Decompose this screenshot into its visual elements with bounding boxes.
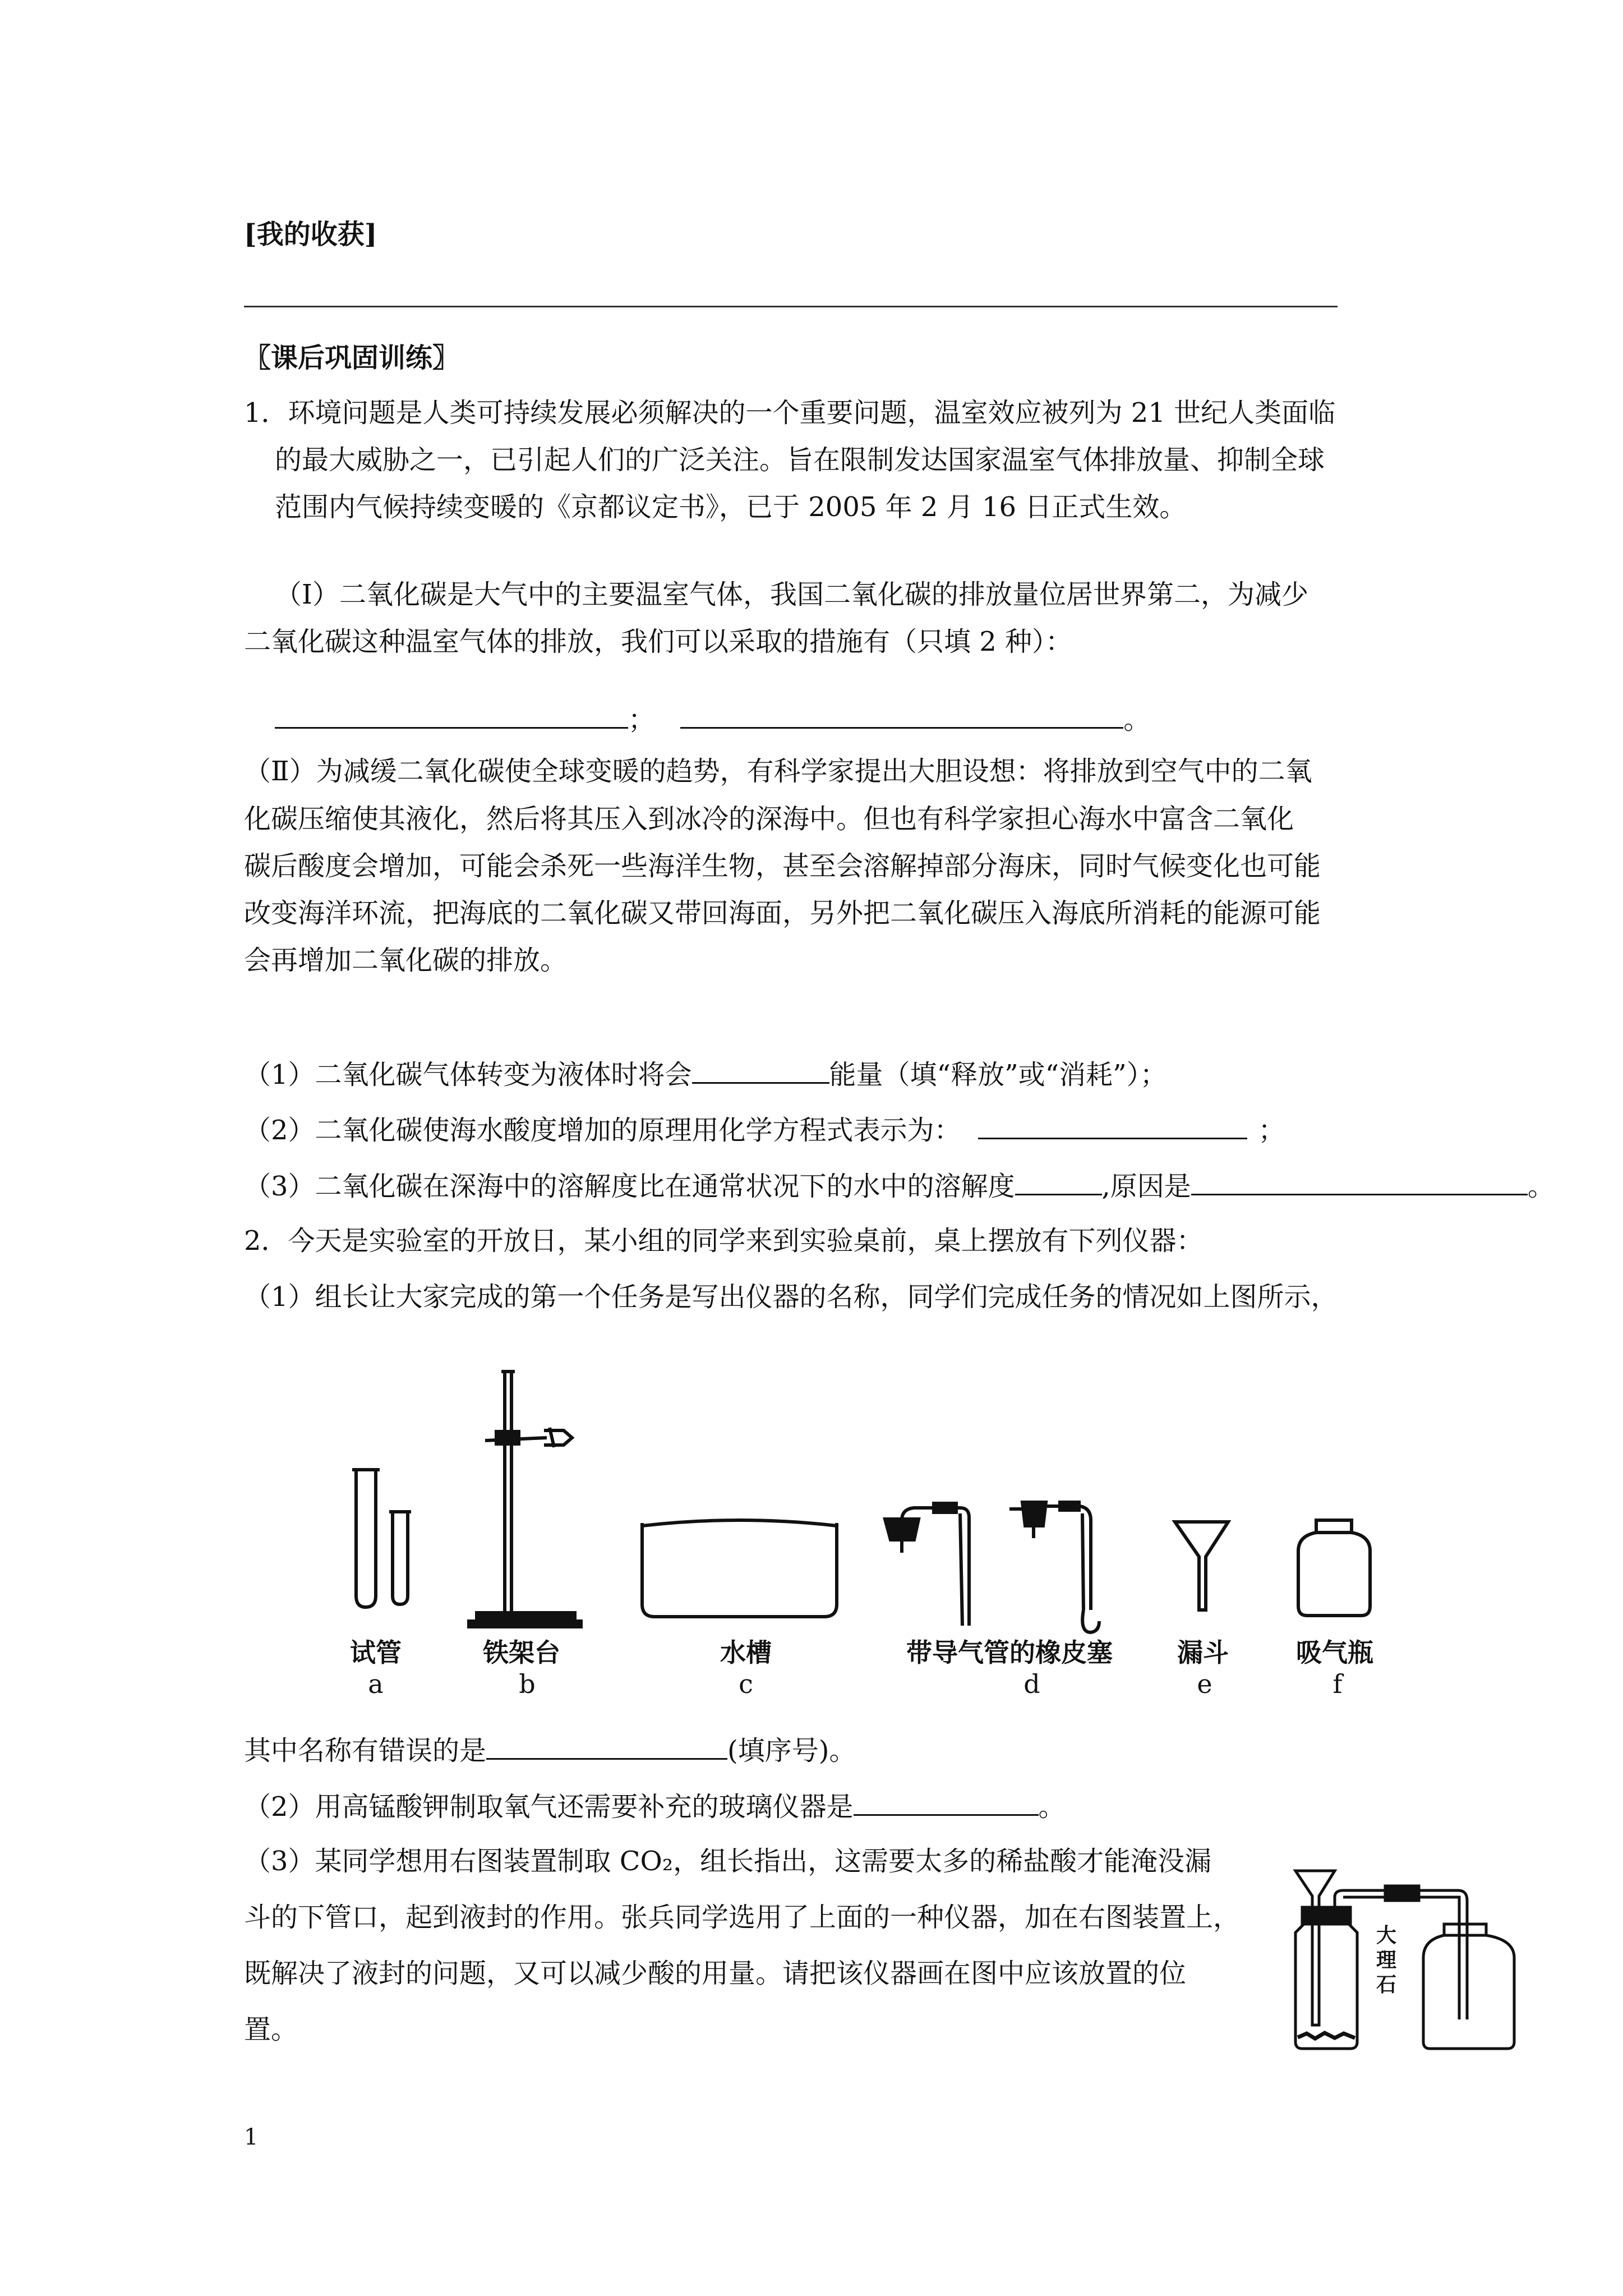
- q1-sub3-text: （3）二氧化碳在深海中的溶解度比在通常状况下的水中的溶解度: [244, 1171, 1015, 1202]
- q1-sub2: [244, 1112, 1285, 1147]
- q2-wrong-blank[interactable]: [486, 1732, 727, 1760]
- apparatus-label-b: 铁架台: [483, 1637, 560, 1668]
- co2-apparatus-figure: [1290, 1851, 1525, 2059]
- q1-part1-line-2: 二氧化碳这种温室气体的排放，我们可以采取的措施有（只填 2 种）：: [244, 626, 1073, 657]
- funnel-drawing: [1175, 1522, 1228, 1610]
- q2-sub2-text: （2）用高锰酸钾制取氧气还需要补充的玻璃仪器是: [244, 1791, 854, 1823]
- stoppers-drawing: [885, 1502, 1099, 1632]
- q1-sub1-text: （1）二氧化碳气体转变为液体时将会: [244, 1059, 692, 1091]
- q1-intro-line-1: 1．环境问题是人类可持续发展必须解决的一个重要问题，温室效应被列为 21 世纪人类面临: [244, 397, 1336, 429]
- water-trough-drawing: [642, 1520, 837, 1617]
- q1-sub3-reason: ,原因是: [1101, 1171, 1191, 1202]
- q2-intro: 2．今天是实验室的开放日，某小组的同学来到实验桌前，桌上摆放有下列仪器：: [244, 1225, 1204, 1257]
- q1-part1-end: 。: [1123, 704, 1151, 735]
- apparatus-letter-f: f: [1332, 1669, 1343, 1694]
- q1-sub2-text: （2）二氧化碳使海水酸度增加的原理用化学方程式表示为：: [244, 1115, 961, 1146]
- q1-measure-2-blank[interactable]: [680, 701, 1123, 729]
- q1-measure-1-blank[interactable]: [275, 701, 628, 729]
- q2-sub3-line-2: 斗的下管口，起到液封的作用。张兵同学选用了上面的一种仪器，加在右图装置上，: [244, 1902, 1241, 1933]
- harvest-answer-line: [244, 306, 1338, 307]
- q1-sub3-blank-1[interactable]: [1015, 1168, 1102, 1195]
- q1-sub1: [244, 1056, 1167, 1092]
- apparatus-letter-a: a: [368, 1669, 384, 1694]
- q2-sub3-line-4: 置。: [244, 2014, 298, 2045]
- bottle-drawing: [1298, 1520, 1370, 1616]
- q1-part2-line-1: （Ⅱ）为减缓二氧化碳使全球变暖的趋势，有科学家提出大胆设想：将排放到空气中的二氧: [244, 756, 1312, 787]
- q1-part1-separator: ；: [628, 704, 656, 735]
- apparatus-label-a: 试管: [350, 1637, 402, 1668]
- q1-part1-line-1: （Ⅰ）二氧化碳是大气中的主要温室气体，我国二氧化碳的排放量位居世界第二，为减少: [275, 579, 1308, 610]
- q1-sub1-blank[interactable]: [692, 1056, 829, 1084]
- marble-label-3: 石: [1376, 1973, 1397, 1996]
- q1-intro-line-3: 范围内气候持续变暖的《京都议定书》，已于 2005 年 2 月 16 日正式生效。: [275, 491, 1187, 523]
- apparatus-label-c: 水槽: [720, 1637, 772, 1668]
- marble-label-1: 大: [1376, 1924, 1397, 1947]
- q1-sub2-end: ；: [1258, 1115, 1285, 1146]
- q1-sub3-end: 。: [1527, 1171, 1555, 1202]
- q2-sub1: （1）组长让大家完成的第一个任务是写出仪器的名称，同学们完成任务的情况如上图所示，: [244, 1281, 1338, 1313]
- q1-part2-line-5: 会再增加二氧化碳的排放。: [244, 945, 568, 976]
- q2-sub2-end: 。: [1038, 1791, 1066, 1823]
- section-title: 〖课后巩固训练〗: [244, 342, 460, 374]
- apparatus-letter-c: c: [739, 1669, 753, 1694]
- apparatus-label-f: 吸气瓶: [1296, 1637, 1373, 1668]
- q1-intro-line-2: 的最大威胁之一，已引起人们的广泛关注。旨在限制发达国家温室气体排放量、抑制全球: [275, 444, 1325, 476]
- q1-part2-line-2: 化碳压缩使其液化，然后将其压入到冰冷的深海中。但也有科学家担心海水中富含二氧化: [244, 803, 1294, 835]
- q1-part1-answers: [275, 701, 1150, 737]
- q2-sub3-line-3: 既解决了液封的问题，又可以减少酸的用量。请把该仪器画在图中应该放置的位: [244, 1958, 1187, 1989]
- page-number: 1: [244, 2124, 259, 2150]
- harvest-heading: [我的收获]: [244, 219, 377, 250]
- apparatus-letter-b: b: [519, 1669, 536, 1694]
- q2-wrong-text: 其中名称有错误的是: [244, 1735, 487, 1766]
- test-tubes-drawing: [352, 1470, 411, 1607]
- q2-wrong-names: [244, 1732, 856, 1768]
- q2-wrong-text-end: (填序号)。: [727, 1735, 856, 1766]
- q1-sub2-blank[interactable]: [978, 1112, 1247, 1139]
- q2-sub2: [244, 1788, 1066, 1824]
- q1-sub3-blank-2[interactable]: [1191, 1168, 1528, 1195]
- q1-part2-line-3: 碳后酸度会增加，可能会杀死一些海洋生物，甚至会溶解掉部分海床，同时气候变化也可能: [244, 850, 1321, 882]
- q2-sub2-blank[interactable]: [854, 1788, 1039, 1816]
- q2-sub3-line-1: （3）某同学想用右图装置制取 CO₂，组长指出，这需要太多的稀盐酸才能淹没漏: [244, 1846, 1212, 1877]
- apparatus-label-e: 漏斗: [1177, 1637, 1229, 1668]
- q1-sub3: [244, 1168, 1555, 1203]
- apparatus-letter-d: d: [1023, 1669, 1040, 1694]
- apparatus-figure: [336, 1358, 1402, 1694]
- q1-part2-line-4: 改变海洋环流，把海底的二氧化碳又带回海面，另外把二氧化碳压入海底所消耗的能源可能: [244, 898, 1321, 929]
- marble-label-2: 理: [1376, 1948, 1397, 1972]
- apparatus-letter-e: e: [1197, 1669, 1212, 1694]
- q1-sub1-text-end: 能量（填“释放”或“消耗”）；: [829, 1059, 1167, 1091]
- apparatus-label-d: 带导气管的橡皮塞: [906, 1637, 1113, 1668]
- iron-stand-drawing: [469, 1372, 581, 1627]
